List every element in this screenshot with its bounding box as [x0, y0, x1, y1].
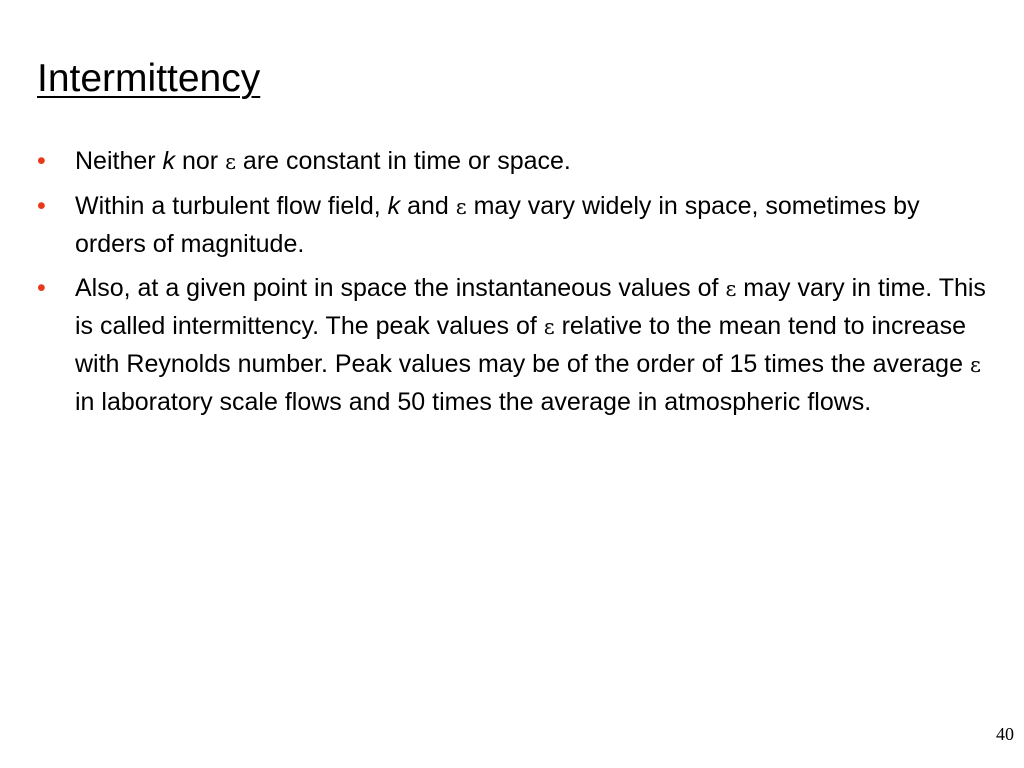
bullet-text: Neither	[75, 147, 163, 175]
bullet-item	[37, 188, 997, 263]
bullet-text: Also, at a given point in space the instantaneous values of	[75, 274, 726, 302]
symbol-epsilon: ε	[725, 277, 737, 301]
bullet-marker: •	[37, 274, 46, 302]
bullet-text: Within a turbulent flow field,	[75, 192, 388, 220]
bullet-text: may vary in time. This is called intermittency. The peak values of	[75, 274, 986, 340]
bullet-text: nor	[175, 147, 226, 175]
variable-k: k	[162, 147, 176, 175]
bullet-marker: •	[37, 192, 46, 220]
variable-k: k	[387, 192, 401, 220]
symbol-epsilon: ε	[969, 353, 981, 377]
bullet-text: relative to the mean tend to increase with Reynolds number. Peak values may be of the order of 15 times the average	[75, 312, 970, 378]
bullet-list	[37, 143, 997, 428]
bullet-text: are constant in time or space.	[235, 147, 571, 175]
bullet-text: and	[400, 192, 456, 220]
symbol-epsilon: ε	[543, 315, 555, 339]
bullet-marker: •	[37, 147, 46, 175]
bullet-text: may vary widely in space, sometimes by orders of magnitude.	[75, 192, 920, 258]
slide-title: Intermittency	[37, 57, 261, 100]
bullet-item	[37, 270, 997, 421]
bullet-text: in laboratory scale flows and 50 times the average in atmospheric flows.	[75, 388, 872, 416]
bullet-item	[37, 143, 997, 181]
page-number: 40	[996, 724, 1014, 744]
symbol-epsilon: ε	[225, 150, 236, 174]
symbol-epsilon: ε	[455, 195, 467, 219]
